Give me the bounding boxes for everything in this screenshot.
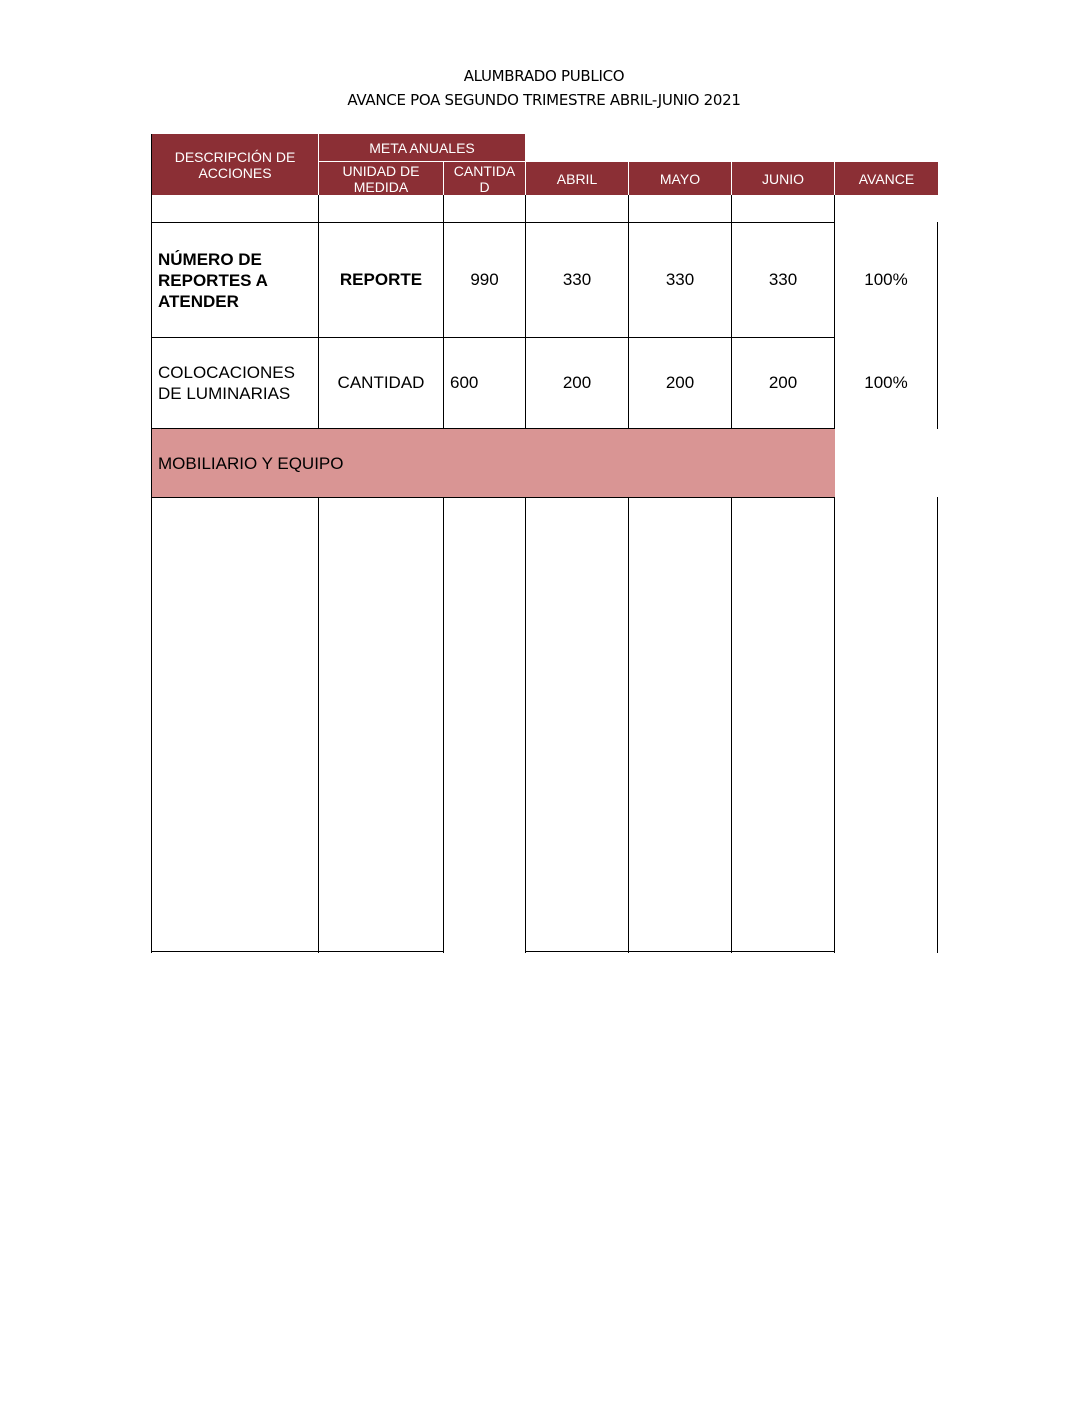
title-line-2: AVANCE POA SEGUNDO TRIMESTRE ABRIL-JUNIO 2021 [347,91,741,109]
grid-line [937,497,938,953]
grid-line [152,951,444,952]
cell-abril: 200 [562,373,592,392]
section-label: MOBILIARIO Y EQUIPO [158,453,344,473]
header-avance: AVANCE [835,162,938,195]
header-unidad-medida: UNIDAD DE MEDIDA [319,162,443,195]
cell-unidad: REPORTE [339,270,423,289]
cell-cantidad: 600 [450,373,479,392]
header-cantidad: CANTIDAD [444,162,525,195]
cell-mayo: 330 [665,270,695,289]
grid-line [526,951,835,952]
grid-line [318,497,319,953]
header-meta-anuales: META ANUALES [319,134,525,161]
cell-avance: 100% [864,373,908,392]
header-mayo: MAYO [629,162,731,195]
cell-abril: 330 [562,270,592,289]
header-descripcion: DESCRIPCIÓN DE ACCIONES [152,134,318,195]
grid-line [731,497,732,953]
grid-line [443,497,444,953]
grid-line [152,497,835,498]
cell-cantidad: 990 [470,270,499,289]
grid-line [834,497,835,953]
cell-junio: 200 [768,373,798,392]
cell-unidad: CANTIDAD [337,373,425,392]
grid-line [525,497,526,953]
header-abril: ABRIL [526,162,628,195]
cell-avance: 100% [864,270,908,289]
grid-line [937,222,938,429]
grid-line [152,428,835,429]
cell-descripcion: COLOCACIONES DE LUMINARIAS [158,363,295,403]
cell-mayo: 200 [665,373,695,392]
document-title [0,64,1088,112]
cell-descripcion: NÚMERO DE REPORTES A ATENDER [158,249,268,311]
header-junio: JUNIO [732,162,834,195]
grid-line [628,497,629,953]
title-line-1: ALUMBRADO PUBLICO [463,67,625,85]
cell-junio: 330 [768,270,798,289]
